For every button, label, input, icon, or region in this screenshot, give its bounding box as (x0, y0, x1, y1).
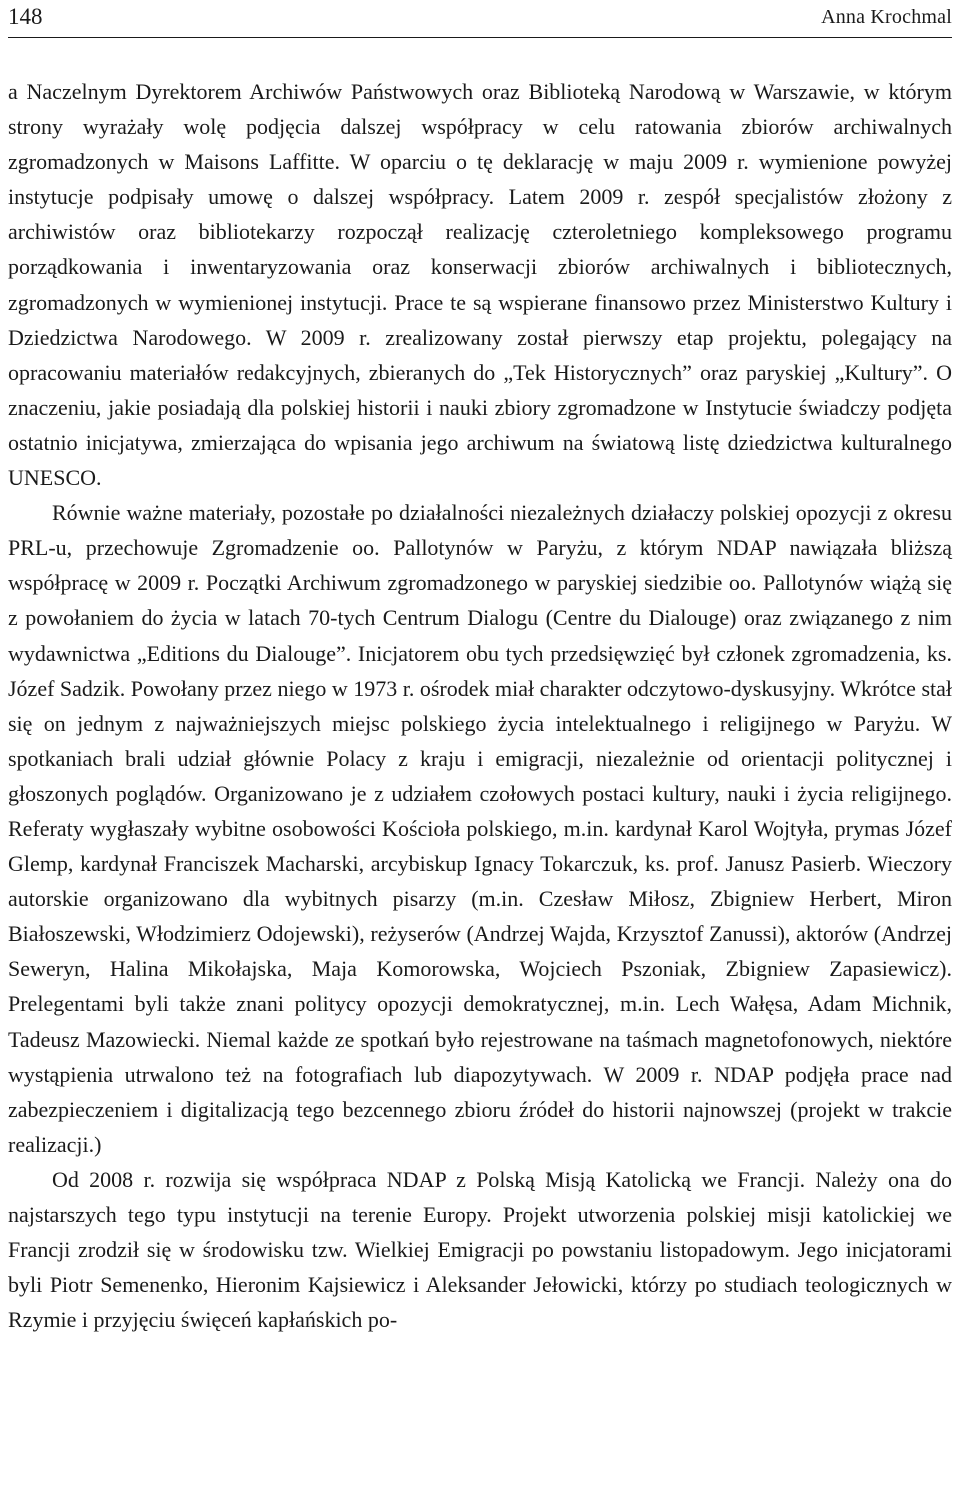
paragraph: a Naczelnym Dyrektorem Archiwów Państwowych oraz Biblioteką Narodową w Warszawie, w którym strony wyrażały wolę podjęcia dalszej współpracy w celu ratowania zbiorów archiwalnych zgromadzonych w Maisons Laffitte. W oparciu o tę deklarację w maju 2009 r. wymienione powyżej instytucje podpisały umowę o dalszej współpracy. Latem 2009 r. zespół specjalistów złożony z archiwistów oraz bibliotekarzy rozpoczął realizację czteroletniego kompleksowego programu porządkowania i inwentaryzowania oraz konserwacji zbiorów archiwalnych i bibliotecznych, zgromadzonych w wymienionej instytucji. Prace te są wspierane finansowo przez Ministerstwo Kultury i Dziedzictwa Narodowego. W 2009 r. zrealizowany został pierwszy etap projektu, polegający na opracowaniu materiałów redakcyjnych, zbieranych do „Tek Historycznych” oraz paryskiej „Kultury”. O znaczeniu, jakie posiadają dla polskiej historii i nauki zbiory zgromadzone w Instytucie świadczy podjęta ostatnio inicjatywa, zmierzająca do wpisania jego archiwum na światową listę dziedzictwa kulturalnego UNESCO. (8, 79, 952, 491)
header-rule (8, 37, 952, 38)
running-header (8, 0, 952, 34)
paragraph: Od 2008 r. rozwija się współpraca NDAP z Polską Misją Katolicką we Francji. Należy ona do najstarszych tego typu instytucji na terenie Europy. Projekt utworzenia polskiej misji katolickiej we Francji zrodził się w środowisku tzw. Wielkiej Emigracji po powstaniu listopadowym. Jego inicjatorami byli Piotr Semenenko, Hieronim Kajsiewicz i Aleksander Jełowicki, którzy po studiach teologicznych w Rzymie i przyjęciu święceń kapłańskich po- (8, 1166, 952, 1333)
page-number: 148 (8, 4, 43, 29)
body-text (8, 74, 952, 1337)
running-header-author: Anna Krochmal (821, 5, 952, 28)
paragraph: Równie ważne materiały, pozostałe po działalności niezależnych działaczy polskiej opozycji z okresu PRL-u, przechowuje Zgromadzenie oo. Pallotynów w Paryżu, z którym NDAP nawiązała bliższą współpracę w 2009 r. Początki Archiwum zgromadzonego w paryskiej siedzibie oo. Pallotynów wiążą się z powołaniem do życia w latach 70-tych Centrum Dialogu (Centre du Dialouge) oraz związanego z nim wydawnictwa „Editions du Dialouge”. Inicjatorem obu tych przedsięwzięć był członek zgromadzenia, ks. Józef Sadzik. Powołany przez niego w 1973 r. ośrodek miał charakter odczytowo-dyskusyjny. Wkrótce stał się on jednym z najważniejszych miejsc polskiego życia intelektualnego i religijnego w Paryżu. W spotkaniach brali udział głównie Polacy z kraju i emigracji, niezależnie od orientacji politycznej i głoszonych poglądów. Organizowano je z udziałem czołowych postaci kultury, nauki i życia religijnego. Referaty wygłaszały wybitne osobowości Kościoła polskiego, m.in. kardynał Karol Wojtyła, prymas Józef Glemp, kardynał Franciszek Macharski, arcybiskup Ignacy Tokarczuk, ks. prof. Janusz Pasierb. Wieczory autorskie organizowano dla wybitnych pisarzy (m.in. Czesław Miłosz, Zbigniew Herbert, Miron Białoszewski, Włodzimierz Odojewski), reżyserów (Andrzej Wajda, Krzysztof Zanussi), aktorów (Andrzej Seweryn, Halina Mikołajska, Maja Komorowska, Wojciech Pszoniak, Zbigniew Zapasiewicz). Prelegentami byli także znani politycy opozycji demokratycznej, m.in. Lech Wałęsa, Adam Michnik, Tadeusz Mazowiecki. Niemal każde ze spotkań było rejestrowane na taśmach magnetofonowych, niektóre wystąpienia utrwalono też na fotografiach lub diapozytywach. W 2009 r. NDAP podjęła prace nad zabezpieczeniem i digitalizacją tego bezcennego zbioru źródeł do historii najnowszej (projekt w trakcie realizacji.) (8, 500, 952, 1157)
